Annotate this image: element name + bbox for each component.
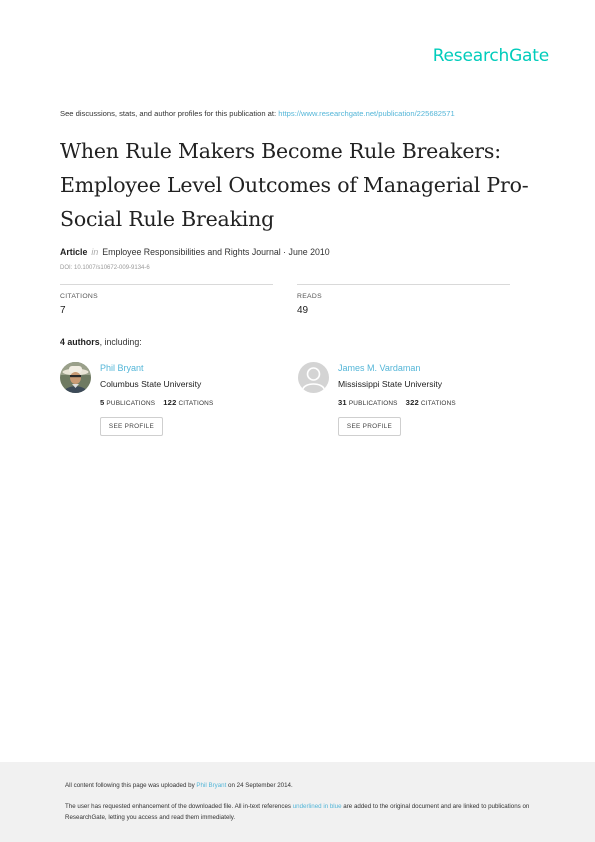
upload-notice: [65, 782, 293, 789]
citations-label: CITATIONS: [60, 293, 98, 300]
notice-link: underlined in blue: [292, 803, 342, 810]
upload-prefix: All content following this page was uploaded by: [65, 782, 197, 789]
see-profile-button[interactable]: SEE PROFILE: [338, 417, 401, 436]
citations-value: 7: [60, 305, 66, 316]
uploader-link[interactable]: Phil Bryant: [196, 782, 227, 789]
doi: DOI: 10.1007/s10672-009-9134-6: [60, 265, 150, 271]
publications-label: PUBLICATIONS: [106, 400, 156, 407]
author-stats: [100, 398, 213, 407]
authors-heading: [60, 337, 142, 347]
author-institution: Mississippi State University: [338, 379, 443, 389]
authors-suffix: , including:: [99, 337, 142, 347]
publications-label: PUBLICATIONS: [348, 400, 398, 407]
default-user-icon[interactable]: [298, 362, 329, 393]
publication-meta: [60, 247, 330, 257]
author-publications-count: 31: [338, 398, 347, 407]
footer: [0, 762, 595, 842]
citations-stat: [60, 284, 273, 316]
journal-and-date: Employee Responsibilities and Rights Journal · June 2010: [102, 247, 330, 257]
author-photo-icon[interactable]: [60, 362, 91, 393]
citations-label: CITATIONS: [420, 400, 456, 407]
citations-label: CITATIONS: [178, 400, 214, 407]
notice-prefix: The user has requested enhancement of the downloaded file. All in-text references: [65, 803, 293, 810]
researchgate-logo[interactable]: ResearchGate: [432, 46, 549, 66]
author-name-link[interactable]: James M. Vardaman: [338, 363, 421, 373]
author-institution: Columbus State University: [100, 379, 202, 389]
author-citations-count: 122: [163, 398, 177, 407]
in-word: in: [91, 247, 99, 257]
author-stats: [338, 398, 456, 407]
authors-count: 4 authors: [60, 337, 100, 347]
reads-value: 49: [297, 305, 309, 316]
notice-suffix: are added to the original document and are linked to publications on ResearchGate, letting you access and read them immediately.: [65, 803, 530, 821]
author-citations-count: 322: [405, 398, 419, 407]
reads-label: READS: [297, 293, 322, 300]
enhancement-notice: [65, 801, 535, 823]
disclaimer-line: [60, 109, 455, 118]
disclaimer-text: See discussions, stats, and author profiles for this publication at:: [60, 109, 279, 118]
reads-stat: [297, 284, 510, 316]
author-name-link[interactable]: Phil Bryant: [100, 363, 144, 373]
author-publications-count: 5: [100, 398, 105, 407]
publication-url-link[interactable]: https://www.researchgate.net/publication/225682571: [278, 109, 455, 118]
see-profile-button[interactable]: SEE PROFILE: [100, 417, 163, 436]
publication-title: When Rule Makers Become Rule Breakers: Employee Level Outcomes of Managerial Pro-Social Rule Breaking: [60, 139, 529, 231]
upload-suffix: on 24 September 2014.: [226, 782, 293, 789]
publication-type: Article: [60, 247, 88, 257]
